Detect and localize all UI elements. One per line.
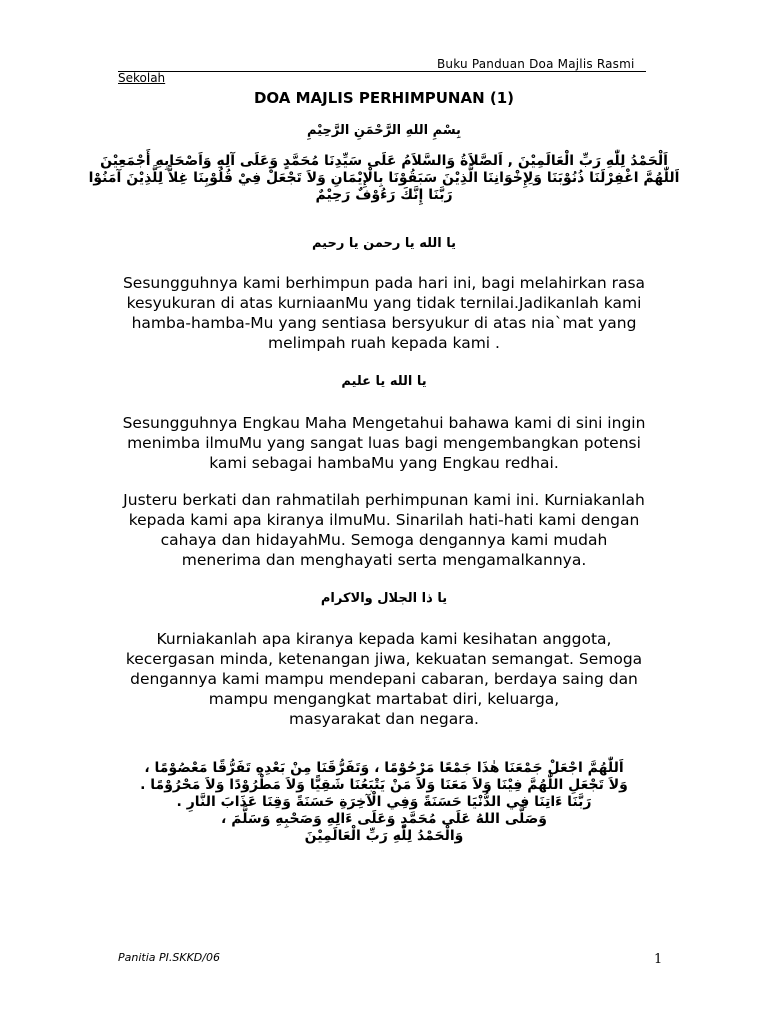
paragraph-line: Justeru berkati dan rahmatilah perhimpunan kami ini. Kurniakanlah	[123, 491, 645, 509]
page-title: DOA MAJLIS PERHIMPUNAN (1)	[253, 89, 515, 107]
paragraph-line: menimba ilmuMu yang sangat luas bagi mengembangkan potensi	[127, 434, 641, 452]
invocation-1: يا الله يا رحمن يا رحيم	[311, 236, 457, 251]
opening-prayer	[0, 153, 768, 204]
paragraph-line: menerima dan menghayati serta mengamalkannya.	[181, 551, 587, 569]
closing-prayer-line: وَالْحَمْدُ لِلّٰهِ رَبِّ الْعَالَمِيْنَ	[304, 828, 464, 844]
closing-prayer-line: رَبَّنَا ءَاتِنَا فِي الدُّنْيَا حَسَنَةً وَفِي الْآخِرَةِ حَسَنَةً وَقِنَا عَذَابَ النَّارِ .	[176, 794, 592, 810]
paragraph-4	[90, 629, 678, 729]
paragraph-3	[90, 490, 678, 570]
closing-prayer-line: وَلاَ تَجْعَلِ اللّٰهُمَّ فِيْنَا وَلاَ مَعَنَا وَلاَ مَنْ يَتْبَعُنَا شَقِيًّا وَلاَ مَطْرُوْدًا وَلاَ مَحْرُوْمًا .	[140, 777, 628, 793]
invocation-3: يا ذا الجلال والاكرام	[320, 591, 448, 606]
closing-prayer	[0, 760, 768, 845]
paragraph-line: kepada kami apa kiranya ilmuMu. Sinarilah hati-hati kami dengan	[128, 511, 640, 529]
opening-prayer-line: اَللّٰهُمَّ اغْفِرْلَنَا ذُنُوْبَنَا وَلِإِخْوَانِنَا الَّذِيْنَ سَبَقُوْنَا بِالْإِيْمَانِ وَلاَ تَجْعَلْ فِيْ قُلُوْبِنَا غِلاًّ لِلَّذِيْنَ آمَنُوْا	[88, 170, 680, 186]
paragraph-line: Sesungguhnya Engkau Maha Mengetahui bahawa kami di sini ingin	[122, 414, 646, 432]
paragraph-1	[90, 273, 678, 353]
header-subtitle: Sekolah	[118, 71, 166, 85]
paragraph-2	[90, 413, 678, 473]
page-number: 1	[654, 952, 663, 967]
header-rule	[118, 71, 646, 72]
basmalah: بِسْمِ اللهِ الرَّحْمَنِ الرَّحِيْمِ	[307, 123, 461, 138]
closing-prayer-line: وَصَلَّى اللهُ عَلَى مُحَمَّدٍ وَعَلَى ءَالِهِ وَصَحْبِهِ وَسَلَّمَ ،	[221, 811, 547, 827]
paragraph-line: hamba-hamba-Mu yang sentiasa bersyukur di atas nia`mat yang	[131, 314, 637, 332]
footer-label: Panitia PI.SKKD/06	[118, 951, 220, 964]
paragraph-line: cahaya dan hidayahMu. Semoga dengannya kami mudah	[160, 531, 608, 549]
paragraph-line: Sesungguhnya kami berhimpun pada hari ini, bagi melahirkan rasa	[122, 274, 646, 292]
opening-prayer-line: اَلْحَمْدُ لِلّٰهِ رَبِّ الْعَالَمِيْنَ , اَلصَّلاَةُ وَالسَّلاَمُ عَلَى سَيِّدِنَا مُحَمَّدٍ وَعَلَى آلِهِ وَاَصْحَابِهِ أَجْمَعِيْنَ	[100, 153, 668, 169]
closing-prayer-line: اَللّٰهُمَّ اجْعَلْ جَمْعَنَا هٰذَا جَمْعًا مَرْحُوْمًا ، وَتَفَرُّقَنَا مِنْ بَعْدِهِ تَفَرُّقًا مَعْصُوْمًا ،	[144, 760, 624, 776]
paragraph-line: Kurniakanlah apa kiranya kepada kami kesihatan anggota,	[156, 630, 612, 648]
invocation-2: يا الله يا عليم	[341, 374, 427, 389]
opening-prayer-line: رَبَّنَا إِنَّكَ رَءُوْفٌ رَحِيْمٌ	[315, 187, 453, 203]
paragraph-line: melimpah ruah kepada kami .	[268, 334, 500, 352]
paragraph-line: mampu mengangkat martabat diri, keluarga,	[208, 690, 560, 708]
paragraph-line: dengannya kami mampu mendepani cabaran, berdaya saing dan	[130, 670, 638, 688]
header-title: Buku Panduan Doa Majlis Rasmi	[437, 57, 635, 71]
paragraph-line: masyarakat dan negara.	[288, 710, 479, 728]
paragraph-line: kesyukuran di atas kurniaanMu yang tidak ternilai.Jadikanlah kami	[126, 294, 642, 312]
paragraph-line: kami sebagai hambaMu yang Engkau redhai.	[209, 454, 559, 472]
paragraph-line: kecergasan minda, ketenangan jiwa, kekuatan semangat. Semoga	[125, 650, 643, 668]
